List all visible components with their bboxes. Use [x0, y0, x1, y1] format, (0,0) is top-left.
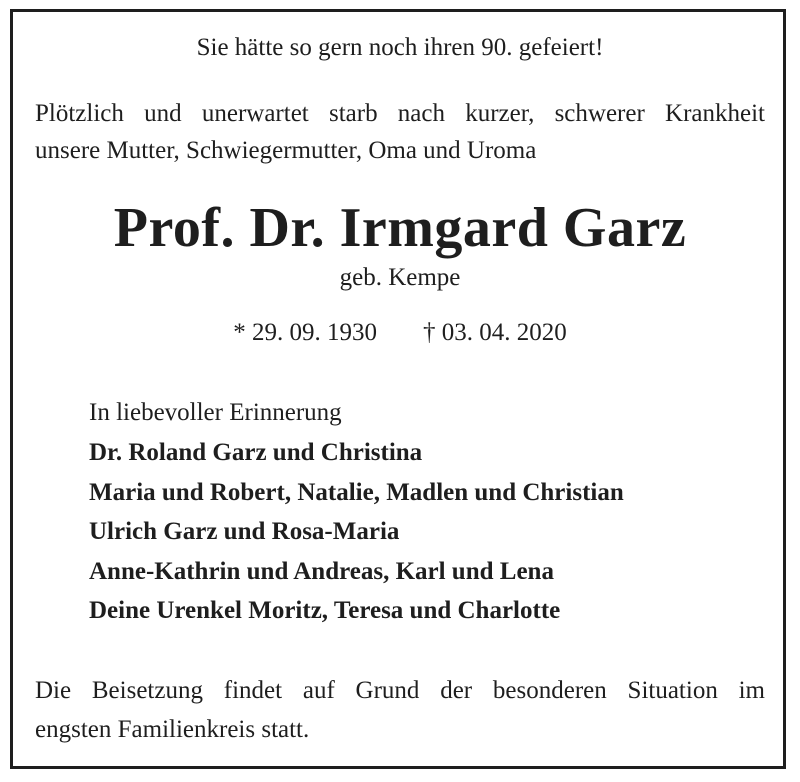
footer-line-2: engsten Familienkreis statt. [35, 716, 310, 743]
mourners-heading: In liebevoller Erinnerung [89, 399, 342, 426]
header-quote: Sie hätte so gern noch ihren 90. gefeiert! [196, 34, 604, 61]
deceased-name: Prof. Dr. Irmgard Garz [113, 197, 687, 259]
intro-line-2: unsere Mutter, Schwiegermutter, Oma und Uroma [35, 137, 537, 164]
death-date: † 03. 04. 2020 [423, 319, 567, 346]
mourner-family-5: Deine Urenkel Moritz, Teresa und Charlotte [89, 597, 561, 624]
mourner-family-2: Maria und Robert, Natalie, Madlen und Christian [89, 479, 624, 506]
intro-line-1: Plötzlich und unerwartet starb nach kurzer, schwerer Krankheit [35, 100, 765, 127]
mourner-family-4: Anne-Kathrin und Andreas, Karl und Lena [89, 558, 554, 585]
birth-date: * 29. 09. 1930 [233, 319, 377, 346]
life-dates [0, 320, 800, 345]
maiden-name: geb. Kempe [339, 264, 461, 291]
mourner-family-1: Dr. Roland Garz und Christina [89, 439, 423, 466]
footer-line-1: Die Beisetzung findet auf Grund der besonderen Situation im [35, 677, 765, 704]
mourner-family-3: Ulrich Garz und Rosa-Maria [89, 518, 400, 545]
